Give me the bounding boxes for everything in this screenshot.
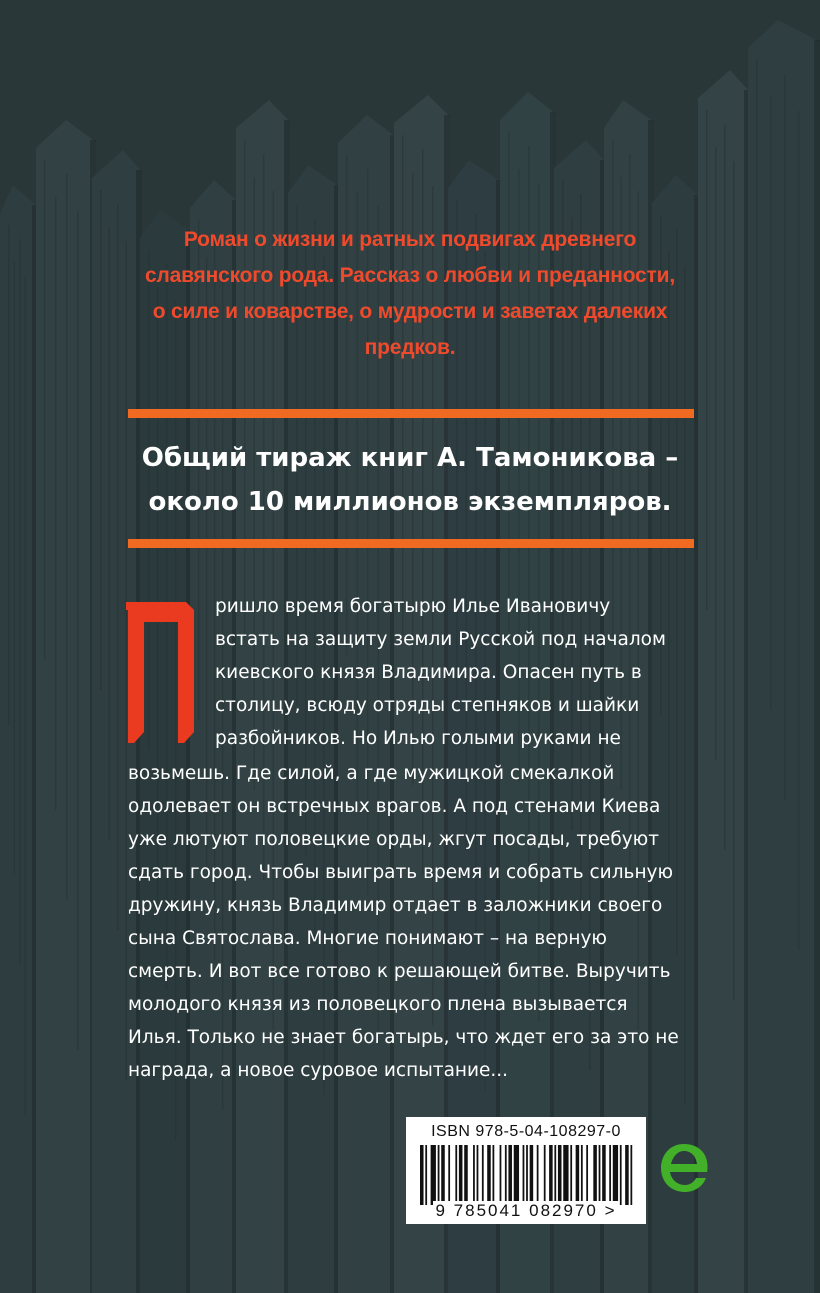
barcode-bar (630, 1145, 632, 1205)
tagline-line: Роман о жизни и ратных подвигах древнего (183, 228, 637, 251)
barcode-bar (523, 1145, 525, 1205)
circulation-statement (100, 436, 720, 524)
barcode-bar (620, 1145, 622, 1205)
barcode-digits-wrap (406, 1201, 646, 1221)
barcode-bar (558, 1145, 562, 1205)
barcode-bar (493, 1145, 495, 1205)
barcode-bar (473, 1145, 475, 1205)
barcode-bar (431, 1145, 436, 1205)
barcode-bar (526, 1145, 528, 1205)
barcode-bar (425, 1145, 427, 1205)
barcode-bar (602, 1145, 606, 1205)
tagline-line: о силе и коварстве, о мудрости и заветах далеких (152, 300, 668, 323)
circulation-line: около 10 миллионов экземпляров. (148, 487, 672, 517)
tagline (128, 222, 692, 366)
description-line: дружину, князь Владимир отдает в заложники своего (128, 895, 663, 916)
description-line: одолевает он встречных врагов. А под стенами Киева (128, 796, 661, 817)
isbn-label: ISBN 978-5-04-108297-0 (431, 1123, 621, 1140)
barcode-bar (505, 1145, 507, 1205)
barcode-bar (570, 1145, 572, 1205)
description-line: смерть. И вот все готово к решающей битве. Выручить (128, 961, 671, 982)
barcode-bar (448, 1145, 450, 1205)
tagline-line: славянского рода. Рассказ о любви и преданности, (145, 264, 675, 287)
barcode-bar (581, 1145, 583, 1205)
description-line: возьмешь. Где силой, а где мужицкой смекалкой (128, 763, 615, 784)
barcode-bar (464, 1145, 468, 1205)
barcode-bar (544, 1145, 546, 1205)
orange-divider-top (128, 409, 694, 418)
description-line: уже лютуют половецкие орды, жгут посады, требуют (128, 829, 660, 850)
orange-divider-bottom (128, 539, 694, 548)
description-line: сына Святослава. Многие понимают – на верную (128, 928, 607, 949)
barcode-bar (530, 1145, 534, 1205)
barcode-bar (609, 1145, 611, 1205)
description-line: киевского князя Владимира. Опасен путь в (215, 662, 642, 683)
barcode-bar (563, 1145, 568, 1205)
description-line: награда, а новое суровое испытание... (128, 1060, 509, 1081)
barcode-bar (441, 1145, 445, 1205)
description-line: ришло время богатырю Илье Ивановичу (215, 596, 611, 617)
description-line: молодого князя из половецкого плена вызывается (128, 994, 628, 1015)
description-line: сдать город. Чтобы выиграть время и собрать сильную (128, 862, 674, 883)
barcode-bar (459, 1145, 463, 1205)
barcode-bar (455, 1145, 457, 1205)
circulation-line: Общий тираж книг А. Тамоникова – (141, 443, 679, 473)
barcode-bar (438, 1145, 440, 1205)
description-line: столицу, всюду отряды степняков и шайки (215, 695, 640, 716)
barcode-bars (420, 1145, 634, 1205)
eksmo-logo-icon (658, 1140, 710, 1196)
barcode-bar (625, 1145, 629, 1205)
barcode-bar (599, 1145, 601, 1205)
description-line: разбойников. Но Илью голыми руками не (215, 728, 621, 749)
drop-cap-letter (126, 600, 196, 745)
description-line: Илья. Только не знает богатырь, что ждет его за это не (128, 1027, 679, 1048)
barcode-digits: 9 785041 082970 > (435, 1201, 617, 1220)
barcode-bar (482, 1145, 484, 1205)
barcode-bar (586, 1145, 588, 1205)
barcode-bar (508, 1145, 512, 1205)
barcode-bar (477, 1145, 479, 1205)
barcode-bar (613, 1145, 618, 1205)
barcode-bar (487, 1145, 491, 1205)
barcode-bar (554, 1145, 556, 1205)
barcode-bar (514, 1145, 519, 1205)
tagline-line: предков. (364, 336, 456, 359)
barcode-bar (593, 1145, 597, 1205)
barcode-bar (500, 1145, 502, 1205)
barcode-bar (537, 1145, 539, 1205)
barcode-bar (549, 1145, 553, 1205)
barcode-bar (420, 1145, 424, 1205)
barcode-bar (576, 1145, 580, 1205)
description-line: встать на защиту земли Русской под началом (215, 629, 666, 650)
isbn-barcode (406, 1117, 646, 1224)
